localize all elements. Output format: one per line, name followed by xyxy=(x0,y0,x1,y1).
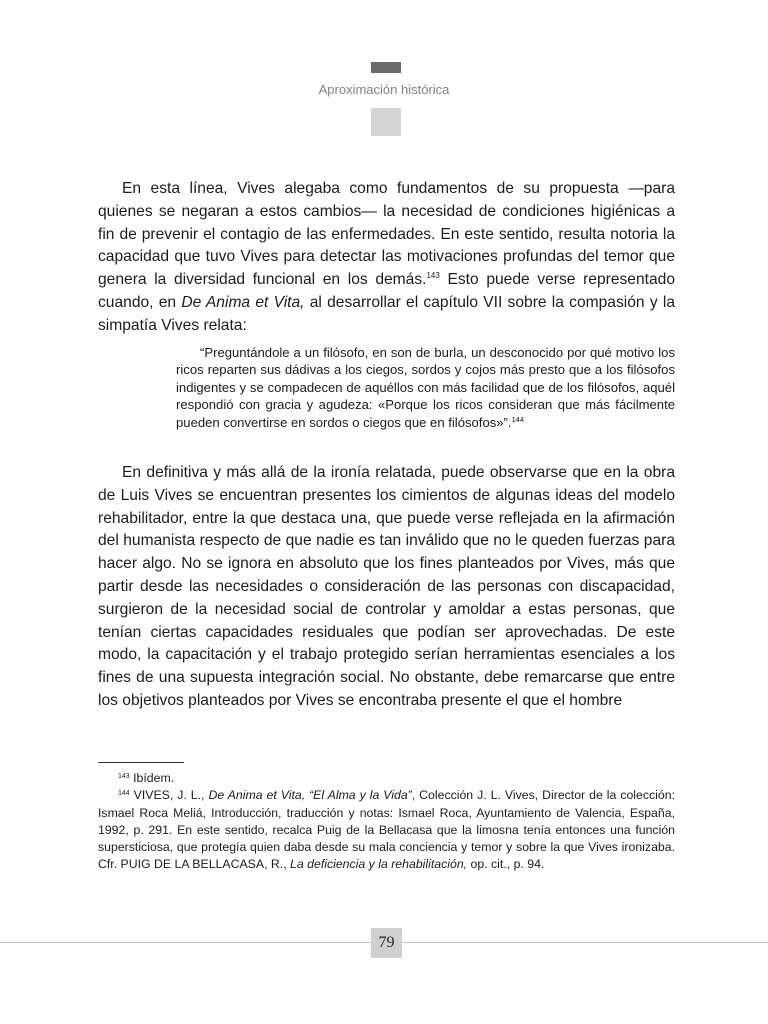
footnote-text: Ibídem. xyxy=(129,771,175,785)
block-quote xyxy=(176,344,675,431)
footnote-text: VIVES, J. L., xyxy=(129,788,209,803)
footnote-ref-143[interactable]: 143 xyxy=(426,271,440,281)
body-paragraph-1 xyxy=(98,178,675,338)
footnote-143 xyxy=(98,770,675,787)
page-number: 79 xyxy=(371,928,402,958)
footnote-ref-144[interactable]: 144 xyxy=(511,414,525,424)
footnote-number: 143 xyxy=(118,773,130,780)
footnote-144 xyxy=(98,787,675,873)
paragraph-text: Esto puede verse representado cuando, en xyxy=(98,271,676,311)
footnotes xyxy=(98,770,675,874)
footer-line-right xyxy=(402,942,768,943)
footnote-title: De Anima et Vita, “El Alma y la Vida” xyxy=(208,788,412,803)
paragraph-text: En esta línea, Vives alegaba como fundamentos de su propuesta —para quienes se negaran a estos cambios— la necesidad de condiciones higiénicas a fin de prevenir el contagio de las enfermedades. En este sentido, resulta notoria la capacidad que tuvo Vives para detectar las motivaciones profundas del temor que genera la diversidad funcional en los demás. xyxy=(98,180,675,289)
work-title: De Anima et Vita, xyxy=(181,293,305,311)
footnote-number: 144 xyxy=(118,790,130,798)
footnote-text: , Colección J. L. Vives, Director de la colección: Ismael Roca Meliá, Introducción, traducción y notas: Ismael Roca, Ayuntamiento de Valencia, España, 1992, p. 291. En este sentido, recalca Puig de la Bellacasa que la limosna tenía entonces una función supersticiosa, que protegía quien daba desde su mala conciencia y temor y sobre la que Vives ironizaba. Cfr. PUIG DE LA BELLACASA, R., xyxy=(98,788,675,872)
paragraph-text: En definitiva y más allá de la ironía relatada, puede observarse que en la obra de Luis Vives se encuentran presentes los cimientos de algunas ideas del modelo rehabilitador, entre la que destaca una, que puede verse reflejada en la afirmación del humanista respecto de que nadie es tan inválido que no le queden fuerzas para hacer algo. No se ignora en absoluto que los fines planteados por Vives, más que partir desde las necesidades o consideración de las personas con discapacidad, surgieron de la necesidad social de controlar y amoldar a estas personas, que tenían ciertas capacidades residuales que podían ser aprovechadas. De este modo, la capacitación y el trabajo protegido serían herramientas esenciales a los fines de una supuesta integración social. No obstante, debe remarcarse que entre los objetivos planteados por Vives se encontraba presente el que el hombre xyxy=(98,464,675,709)
header-decor-block xyxy=(371,62,401,73)
quote-text: “Preguntándole a un filósofo, en son de burla, un desconocido por qué motivo los ricos reparten sus dádivas a los ciegos, sordos y cojos más presto que a los filósofos indigentes y se compadecen de aquéllos con más facilidad que de los filósofos, aquél respondió con gracia y agudeza: «Porque los ricos consideran que más fácilmente pueden convertirse en sordos o ciegos que en filósofos»”. xyxy=(176,345,675,430)
header-decor-block-light xyxy=(371,108,401,136)
body-paragraph-2 xyxy=(98,462,675,713)
footnote-title: La deficiencia y la rehabilitación, xyxy=(290,857,468,872)
paragraph-text: al desarrollar el capítulo VII sobre la compasión y la simpatía Vives relata: xyxy=(98,293,675,334)
footnote-separator xyxy=(98,762,184,763)
running-header: Aproximación histórica xyxy=(318,82,450,97)
footer-line-left xyxy=(0,942,371,943)
footnote-text: op. cit., p. 94. xyxy=(467,857,545,872)
